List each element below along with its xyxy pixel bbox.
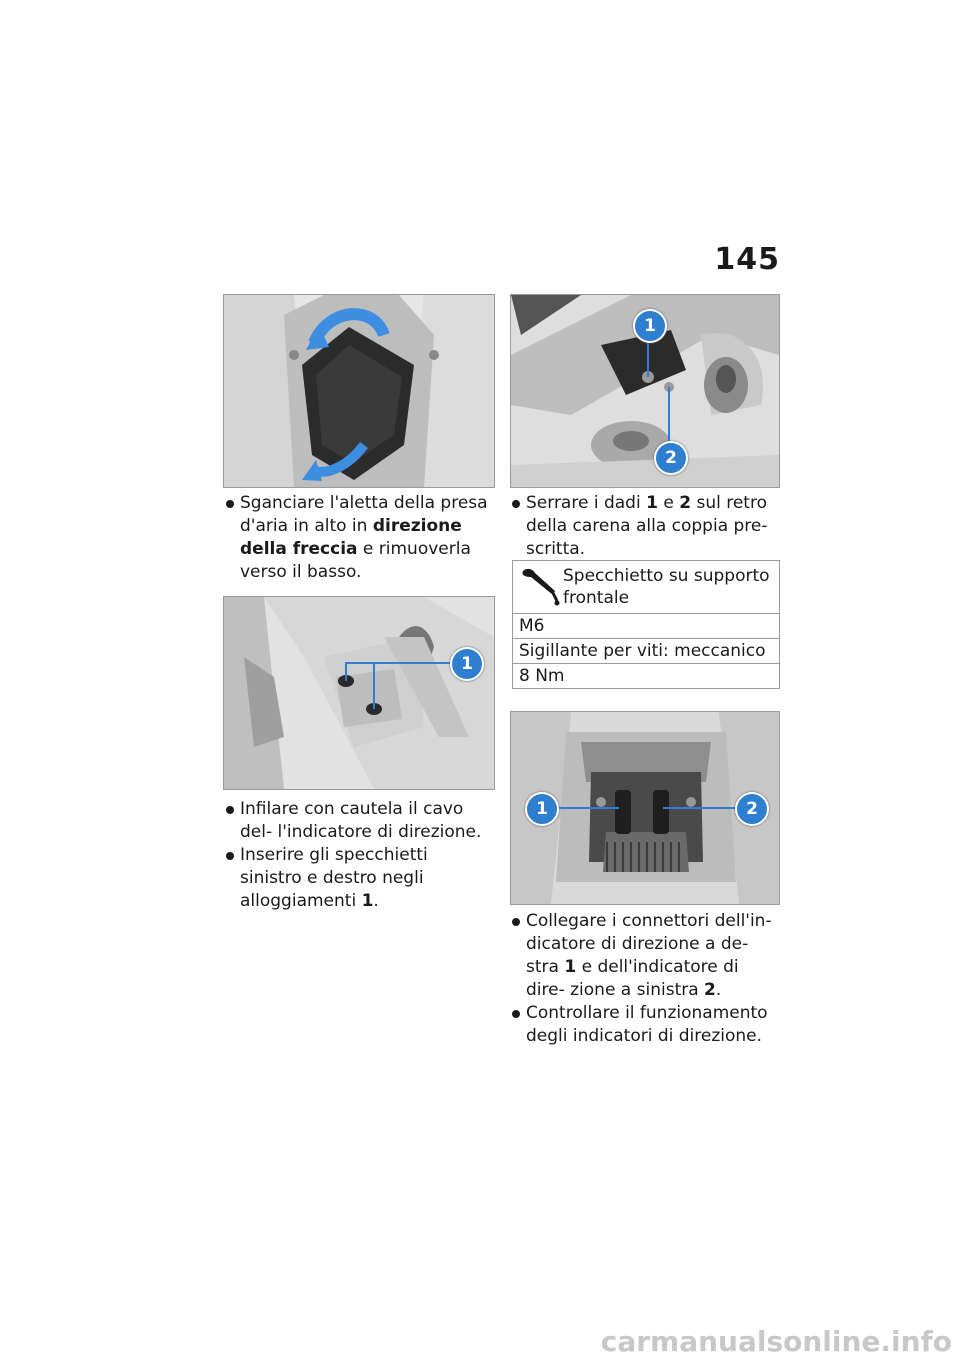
spec-table-header (513, 561, 779, 613)
step-6: Controllare il funzionamento degli indicatori di direzione. (510, 1002, 780, 1048)
torque-spec-table (512, 560, 780, 689)
step-3 (224, 844, 494, 913)
step-4-text: Serrare i dadi (526, 493, 647, 513)
step-4 (510, 492, 778, 561)
figure-indicator-connectors (510, 711, 780, 905)
step-3-text-end: . (373, 891, 379, 911)
callout-1: 1 (525, 792, 559, 826)
step-4-bold-2: 2 (679, 493, 692, 513)
spec-table-title: Specchietto su supporto frontale (563, 566, 770, 608)
callout-1: 1 (450, 647, 484, 681)
step-1-text: Sganciare l'aletta della presa d'aria in alto in (240, 493, 488, 536)
step-1 (224, 492, 489, 584)
watermark: carmanualsonline.info (600, 1325, 952, 1358)
figure-air-intake-flap (223, 294, 495, 488)
step-1-text-end: e rimuoverla verso il basso. (240, 539, 471, 582)
step-5-text-end: . (715, 980, 722, 1000)
callout-2: 2 (654, 441, 688, 475)
step-1-bold: direzione della freccia (240, 516, 462, 559)
figure-mirror-mount (223, 596, 495, 790)
step-5 (510, 910, 780, 1002)
callout-2: 2 (735, 792, 769, 826)
figure-fairing-nuts (510, 294, 780, 488)
steps-5-6 (510, 910, 780, 1048)
step-2: Infilare con cautela il cavo del- l'indicatore di direzione. (224, 798, 494, 844)
flap-illustration (224, 295, 494, 487)
step-5-bold-2: 2 (704, 980, 716, 1000)
steps-2-3 (224, 798, 494, 913)
step-5-text-mid: e dell'indicatore di dire- zione a sinistra (526, 957, 739, 1000)
page-number: 145 (714, 242, 780, 277)
step-5-text: Collegare i connettori dell'in- dicatore di direzione a de- stra (526, 911, 772, 977)
spec-row-thread: M6 (513, 613, 779, 638)
spec-row-torque: 8 Nm (513, 663, 779, 688)
spec-row-sealant: Sigillante per viti: meccanico (513, 638, 779, 663)
step-5-bold-1: 1 (564, 957, 577, 977)
step-4-bold-1: 1 (646, 493, 658, 513)
step-4-text-mid: e (657, 493, 680, 513)
callout-1: 1 (633, 309, 667, 343)
mirror-icon (519, 565, 563, 607)
step-4-text-end: sul retro della carena alla coppia pre- scritta. (526, 493, 768, 559)
callout-leaders (224, 597, 494, 789)
step-3-text: Inserire gli specchietti sinistro e destro negli alloggiamenti (240, 845, 428, 911)
step-3-bold: 1 (361, 891, 374, 911)
